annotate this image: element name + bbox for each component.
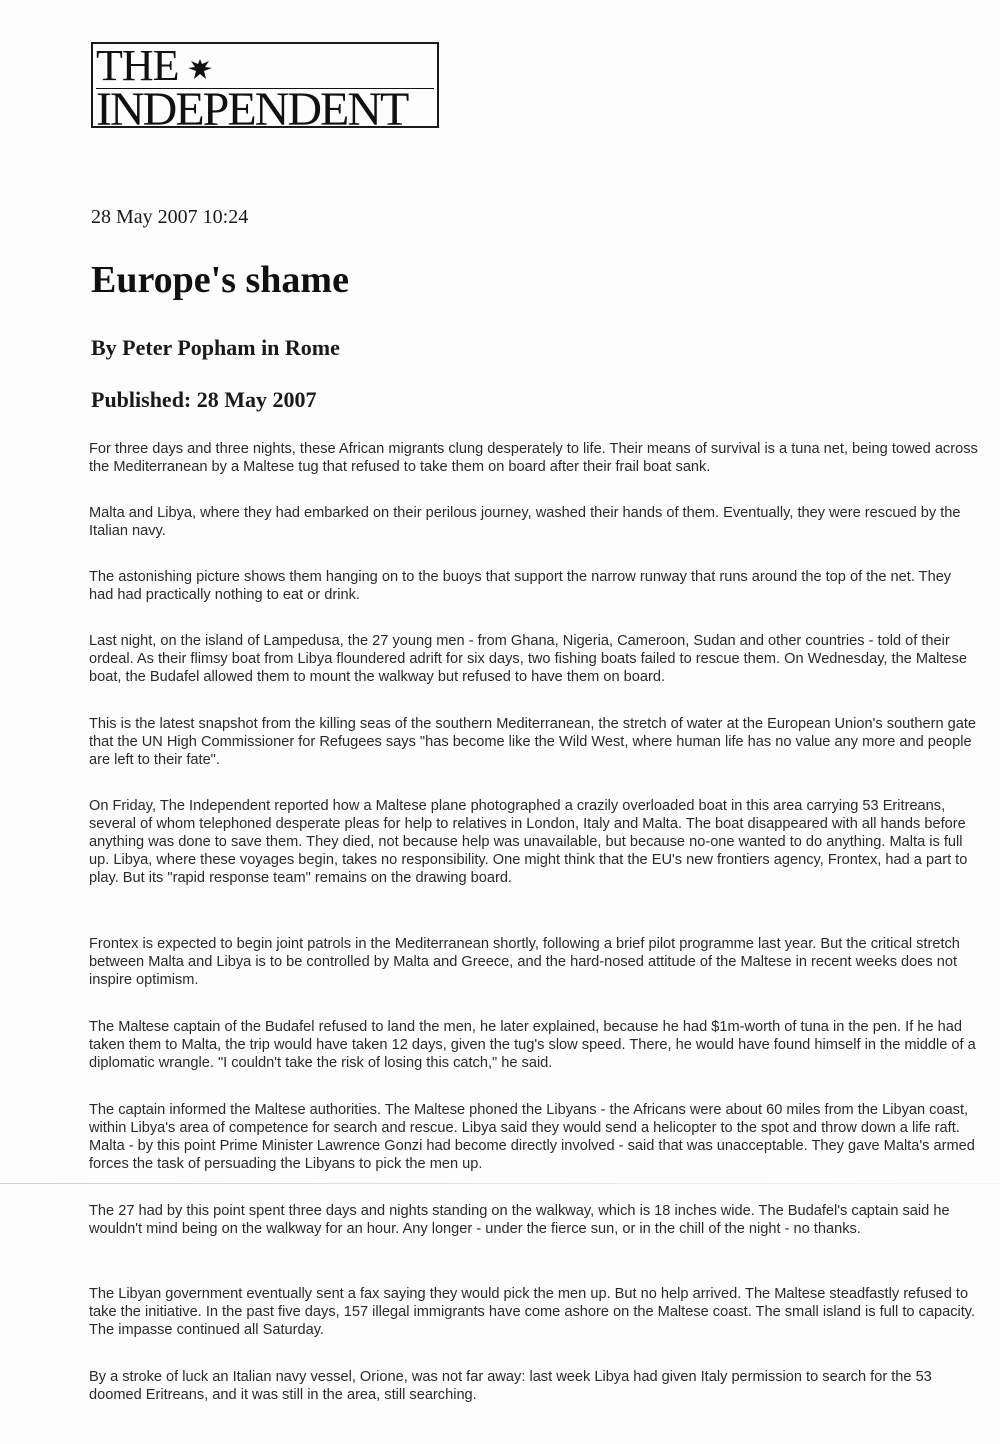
masthead-the: THE [96, 41, 179, 90]
eagle-icon [185, 51, 215, 81]
article-byline: By Peter Popham in Rome [91, 335, 340, 360]
article-paragraph: The captain informed the Maltese authorities. The Maltese phoned the Libyans - the Africans were about 60 miles from the Libyan coast, within Libya's area of competence for search and rescue. Libya said they would send a helicopter to the spot and throw down a life raft. Malta - by this point Prime Minister Lawrence Gonzi had become directly involved - said that was unacceptable. They gave Malta's armed forces the task of persuading the Libyans to pick the men up. [89, 1102, 975, 1172]
article-paragraph: The astonishing picture shows them hanging on to the buoys that support the narrow runway that runs around the top of the net. They had had practically nothing to eat or drink. [89, 569, 952, 603]
article-headline: Europe's shame [91, 259, 349, 301]
newspaper-masthead-logo [91, 41, 439, 136]
article-paragraph: By a stroke of luck an Italian navy vessel, Orione, was not far away: last week Libya had given Italy permission to search for the 53 doomed Eritreans, and it was still in the area, still searching. [89, 1369, 932, 1403]
article-paragraph: This is the latest snapshot from the killing seas of the southern Mediterranean, the stretch of water at the European Union's southern gate that the UN High Commissioner for Refugees says "has become like the Wild West, where human life has no value any more and people are left to their fate". [89, 716, 977, 768]
masthead-independent: INDEPENDENT [96, 88, 434, 131]
article-paragraph: Frontex is expected to begin joint patrols in the Mediterranean shortly, following a brief pilot programme last year. But the critical stretch between Malta and Libya is to be controlled by Malta and Greece, and the hard-nosed attitude of the Maltese in recent weeks does not inspire optimism. [89, 936, 960, 988]
article-published-date: Published: 28 May 2007 [91, 387, 317, 412]
article-paragraph: Malta and Libya, where they had embarked on their perilous journey, washed their hands of them. Eventually, they were rescued by the Italian navy. [89, 505, 961, 539]
article-paragraph: The Libyan government eventually sent a fax saying they would pick the men up. But no help arrived. The Maltese steadfastly refused to take the initiative. In the past five days, 157 illegal immigrants have come ashore on the Maltese coast. The small island is full to capacity. The impasse continued all Saturday. [89, 1286, 976, 1338]
article-paragraph: For three days and three nights, these African migrants clung desperately to life. Their means of survival is a tuna net, being towed across the Mediterranean by a Maltese tug that refused to take them on board after their frail boat sank. [89, 441, 978, 475]
article-dateline: 28 May 2007 10:24 [91, 206, 249, 228]
article-paragraph: Last night, on the island of Lampedusa, the 27 young men - from Ghana, Nigeria, Cameroon, Sudan and other countries - told of their ordeal. As their flimsy boat from Libya floundered adrift for six days, two fishing boats failed to rescue them. On Wednesday, the Maltese boat, the Budafel allowed them to mount the walkway but refused to have them on board. [89, 633, 967, 685]
article-paragraph: The Maltese captain of the Budafel refused to land the men, he later explained, because he had $1m-worth of tuna in the pen. If he had taken them to Malta, the trip would have taken 12 days, given the tug's slow speed. There, he would have found himself in the middle of a diplomatic wrangle. "I couldn't take the risk of losing this catch," he said. [89, 1019, 976, 1071]
article-paragraph: The 27 had by this point spent three days and nights standing on the walkway, which is 18 inches wide. The Budafel's captain said he wouldn't mind being on the walkway for an hour. Any longer - under the fierce sun, or in the chill of the night - no thanks. [89, 1203, 950, 1237]
article-paragraph: On Friday, The Independent reported how a Maltese plane photographed a crazily overloaded boat in this area carrying 53 Eritreans, several of whom telephoned desperate pleas for help to relatives in London, Italy and Malta. The boat disappeared with all hands before anything was done to save them. They died, not because help was unavailable, but because no-one wanted to do anything. Malta is full up. Libya, where these voyages begin, takes no responsibility. One might think that the EU's new frontiers agency, Frontex, had a part to play. But its "rapid response team" remains on the drawing board. [89, 798, 968, 886]
scan-fold-line [0, 1183, 1000, 1184]
